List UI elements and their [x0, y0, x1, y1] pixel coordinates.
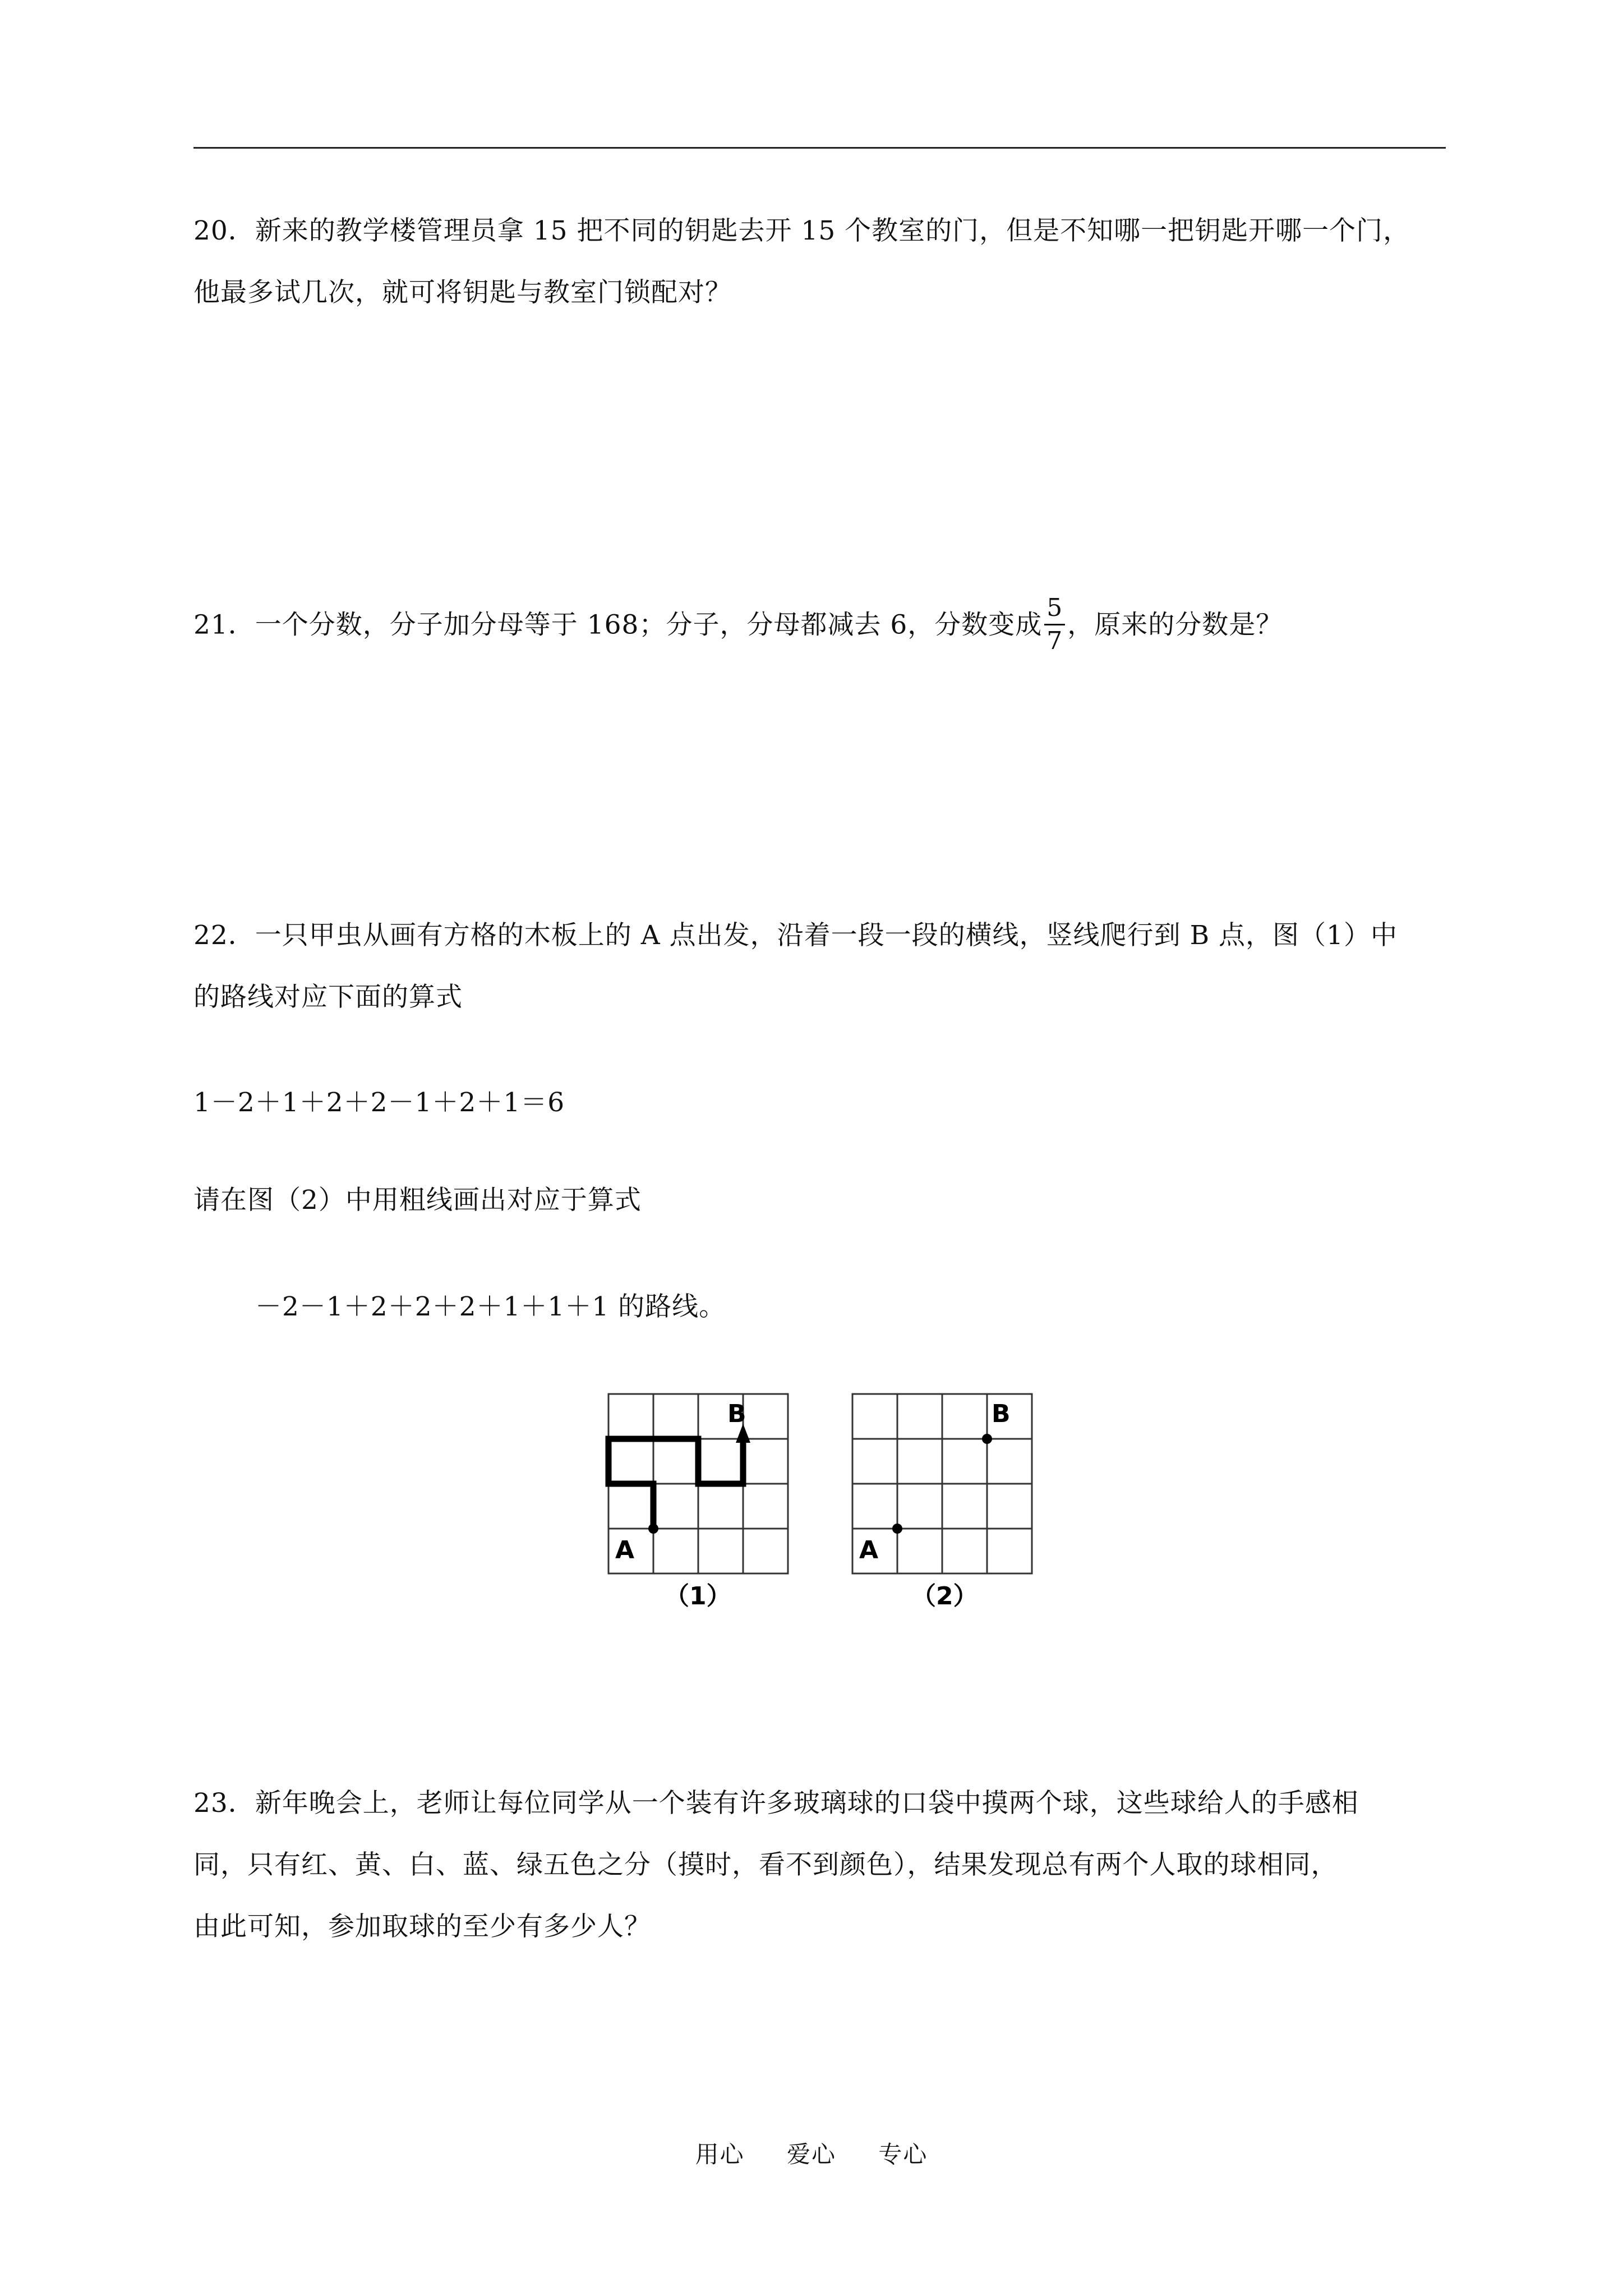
grid-figure — [594, 1380, 1043, 1616]
question-23-line-1: 23．新年晚会上，老师让每位同学从一个装有许多玻璃球的口袋中摸两个球，这些球给人的手感相 — [193, 1788, 1359, 1819]
question-23-line-2: 同，只有红、黄、白、蓝、绿五色之分（摸时，看不到颜色），结果发现总有两个人取的球相同， — [193, 1849, 1338, 1880]
question-22-formula: 1－2＋1＋2＋2－1＋2＋1＝6 — [193, 1087, 565, 1118]
grid-2 — [852, 1394, 1032, 1611]
fraction-denominator: 7 — [1046, 627, 1063, 655]
point-b-label-1: B — [727, 1400, 746, 1428]
question-22-line-2: 的路线对应下面的算式 — [193, 982, 463, 1013]
point-b-dot-2 — [982, 1434, 992, 1444]
grid-2-caption: （2） — [911, 1582, 978, 1611]
question-21-suffix: ，原来的分数是？ — [1067, 609, 1283, 641]
header-rule — [193, 147, 1446, 149]
fraction-five-sevenths — [1044, 592, 1065, 657]
point-a-label-2: A — [859, 1536, 879, 1565]
question-20-line-1: 20．新来的教学楼管理员拿 15 把不同的钥匙去开 15 个教室的门，但是不知哪一把钥匙开哪一个门， — [193, 215, 1410, 246]
point-a-dot — [648, 1524, 658, 1534]
question-22-formula-2: －2－1＋2＋2＋2＋1＋1＋1 的路线。 — [255, 1291, 726, 1322]
question-22-line-1: 22．一只甲虫从画有方格的木板上的 A 点出发，沿着一段一段的横线，竖线爬行到 B 点，图（1）中 — [193, 920, 1398, 951]
question-21-prefix: 21．一个分数，分子加分母等于 168；分子，分母都减去 6，分数变成 — [193, 609, 1043, 641]
grid-1 — [608, 1394, 788, 1611]
page-footer — [0, 2136, 1623, 2170]
footer-word-3: 专心 — [878, 2141, 928, 2168]
question-23-line-3: 由此可知，参加取球的至少有多少人？ — [193, 1911, 651, 1942]
footer-word-2: 爱心 — [786, 2141, 836, 2168]
footer-word-1: 用心 — [695, 2141, 745, 2168]
fraction-numerator: 5 — [1044, 592, 1065, 625]
point-b-label-2: B — [992, 1400, 1011, 1428]
question-20-line-2: 他最多试几次，就可将钥匙与教室门锁配对？ — [193, 277, 732, 308]
question-21 — [193, 595, 1283, 659]
grid-1-caption: （1） — [665, 1582, 731, 1611]
point-a-label-1: A — [615, 1536, 635, 1565]
question-22-instruction: 请在图（2）中用粗线画出对应于算式 — [193, 1185, 642, 1216]
point-a-dot-2 — [892, 1524, 902, 1534]
